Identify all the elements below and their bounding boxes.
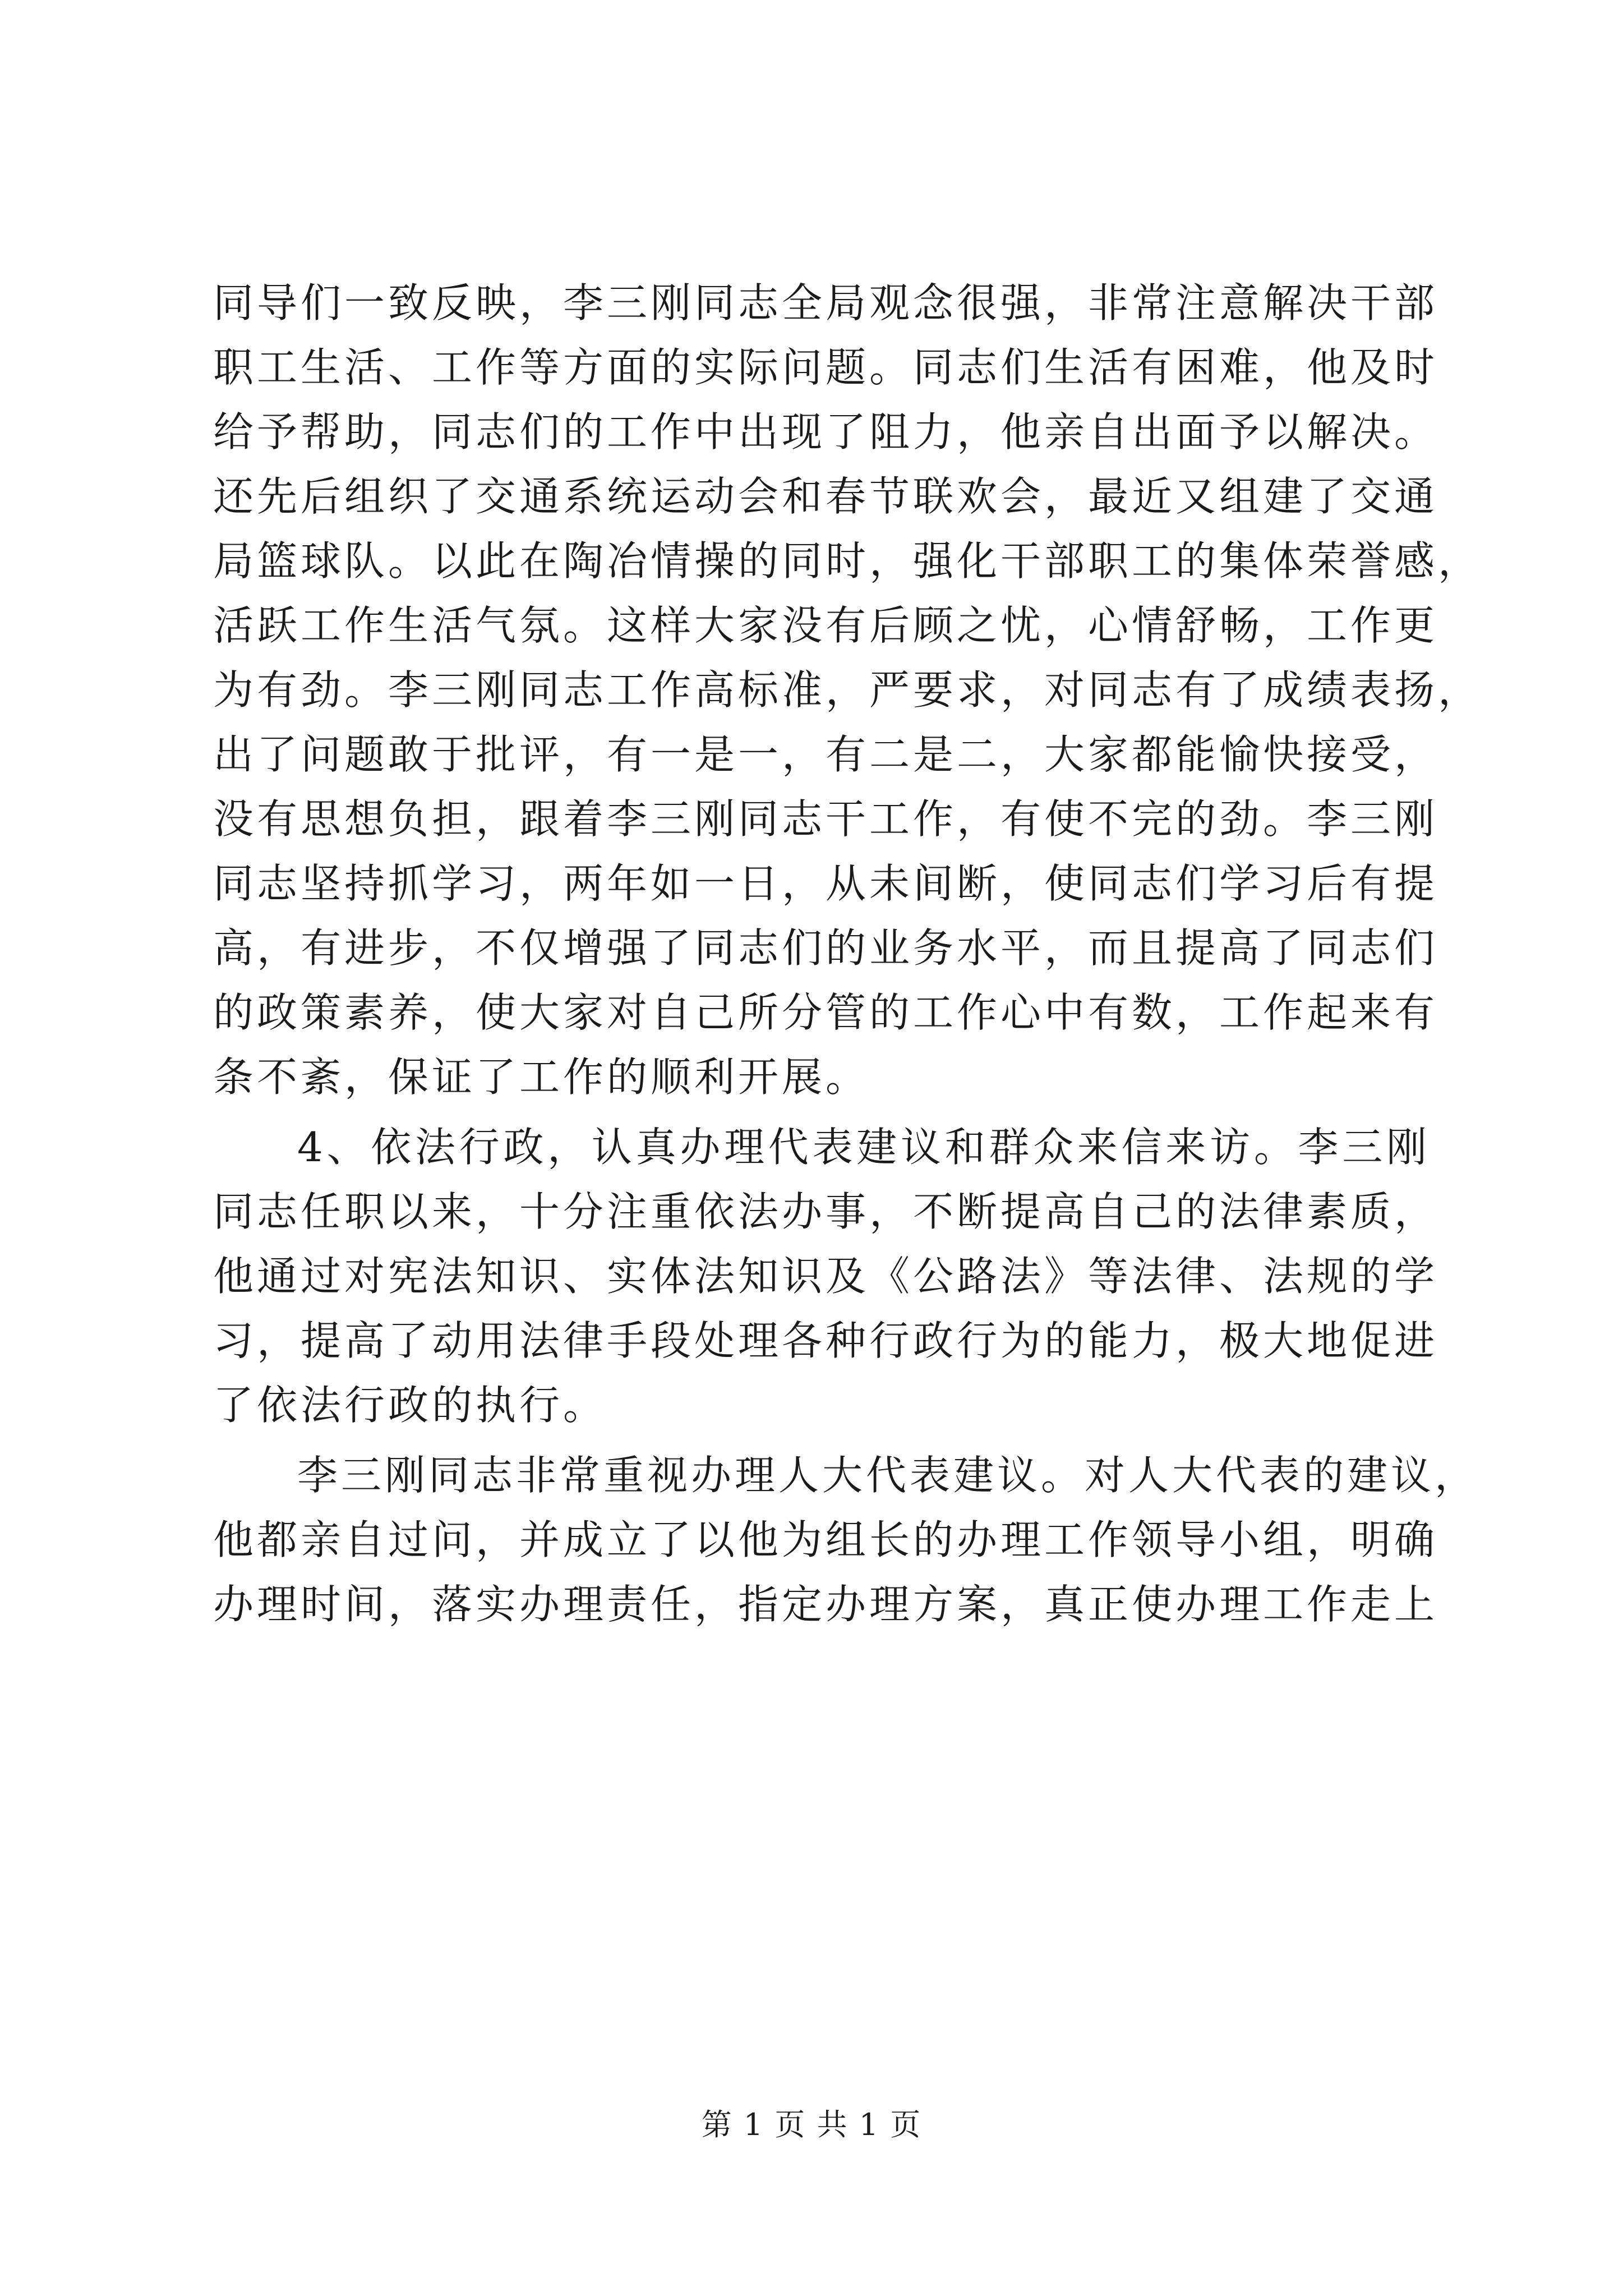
- text-line: 活跃工作生活气氛。这样大家没有后顾之忧，心情舒畅，工作更: [213, 602, 1438, 649]
- text-line: 他都亲自过问，并成立了以他为组长的办理工作领导小组，明确: [213, 1516, 1438, 1563]
- text-line: 同志任职以来，十分注重依法办事，不断提高自己的法律素质，: [213, 1188, 1438, 1235]
- document-body: [213, 271, 1482, 1637]
- text-line: 同导们一致反映，李三刚同志全局观念很强，非常注意解决干部: [213, 279, 1438, 326]
- paragraph-1: [213, 271, 1482, 1110]
- text-line: 高，有进步，不仅增强了同志们的业务水平，而且提高了同志们: [213, 924, 1438, 972]
- text-line: 局篮球队。以此在陶冶情操的同时，强化干部职工的集体荣誉感，: [213, 537, 1482, 585]
- paragraph-3: [213, 1443, 1479, 1637]
- text-line: 4、依法行政，认真办理代表建议和群众来信来访。李三刚: [297, 1124, 1430, 1171]
- text-line: 习，提高了动用法律手段处理各种行政行为的能力，极大地促进: [213, 1317, 1438, 1364]
- text-line: 还先后组织了交通系统运动会和春节联欢会，最近又组建了交通: [213, 473, 1438, 520]
- paragraph-2: [213, 1115, 1438, 1438]
- text-line: 了依法行政的执行。: [213, 1382, 607, 1429]
- text-line: 他通过对宪法知识、实体法知识及《公路法》等法律、法规的学: [213, 1253, 1438, 1300]
- text-line: 同志坚持抓学习，两年如一日，从未间断，使同志们学习后有提: [213, 860, 1438, 907]
- text-line: 出了问题敢于批评，有一是一，有二是二，大家都能愉快接受，: [213, 731, 1438, 778]
- text-line: 职工生活、工作等方面的实际问题。同志们生活有困难，他及时: [213, 344, 1438, 391]
- text-line: 为有劲。李三刚同志工作高标准，严要求，对同志有了成绩表扬，: [213, 666, 1482, 714]
- text-line: 条不紊，保证了工作的顺利开展。: [213, 1053, 870, 1101]
- text-line: 办理时间，落实办理责任，指定办理方案，真正使办理工作走上: [213, 1581, 1438, 1628]
- text-line: 给予帮助，同志们的工作中出现了阻力，他亲自出面予以解决。: [213, 408, 1438, 455]
- text-line: 的政策素养，使大家对自己所分管的工作心中有数，工作起来有: [213, 989, 1438, 1036]
- text-line: 没有思想负担，跟着李三刚同志干工作，有使不完的劲。李三刚: [213, 795, 1438, 843]
- text-line: 李三刚同志非常重视办理人大代表建议。对人大代表的建议，: [297, 1452, 1479, 1499]
- page-footer: 第 1 页 共 1 页: [701, 2107, 922, 2142]
